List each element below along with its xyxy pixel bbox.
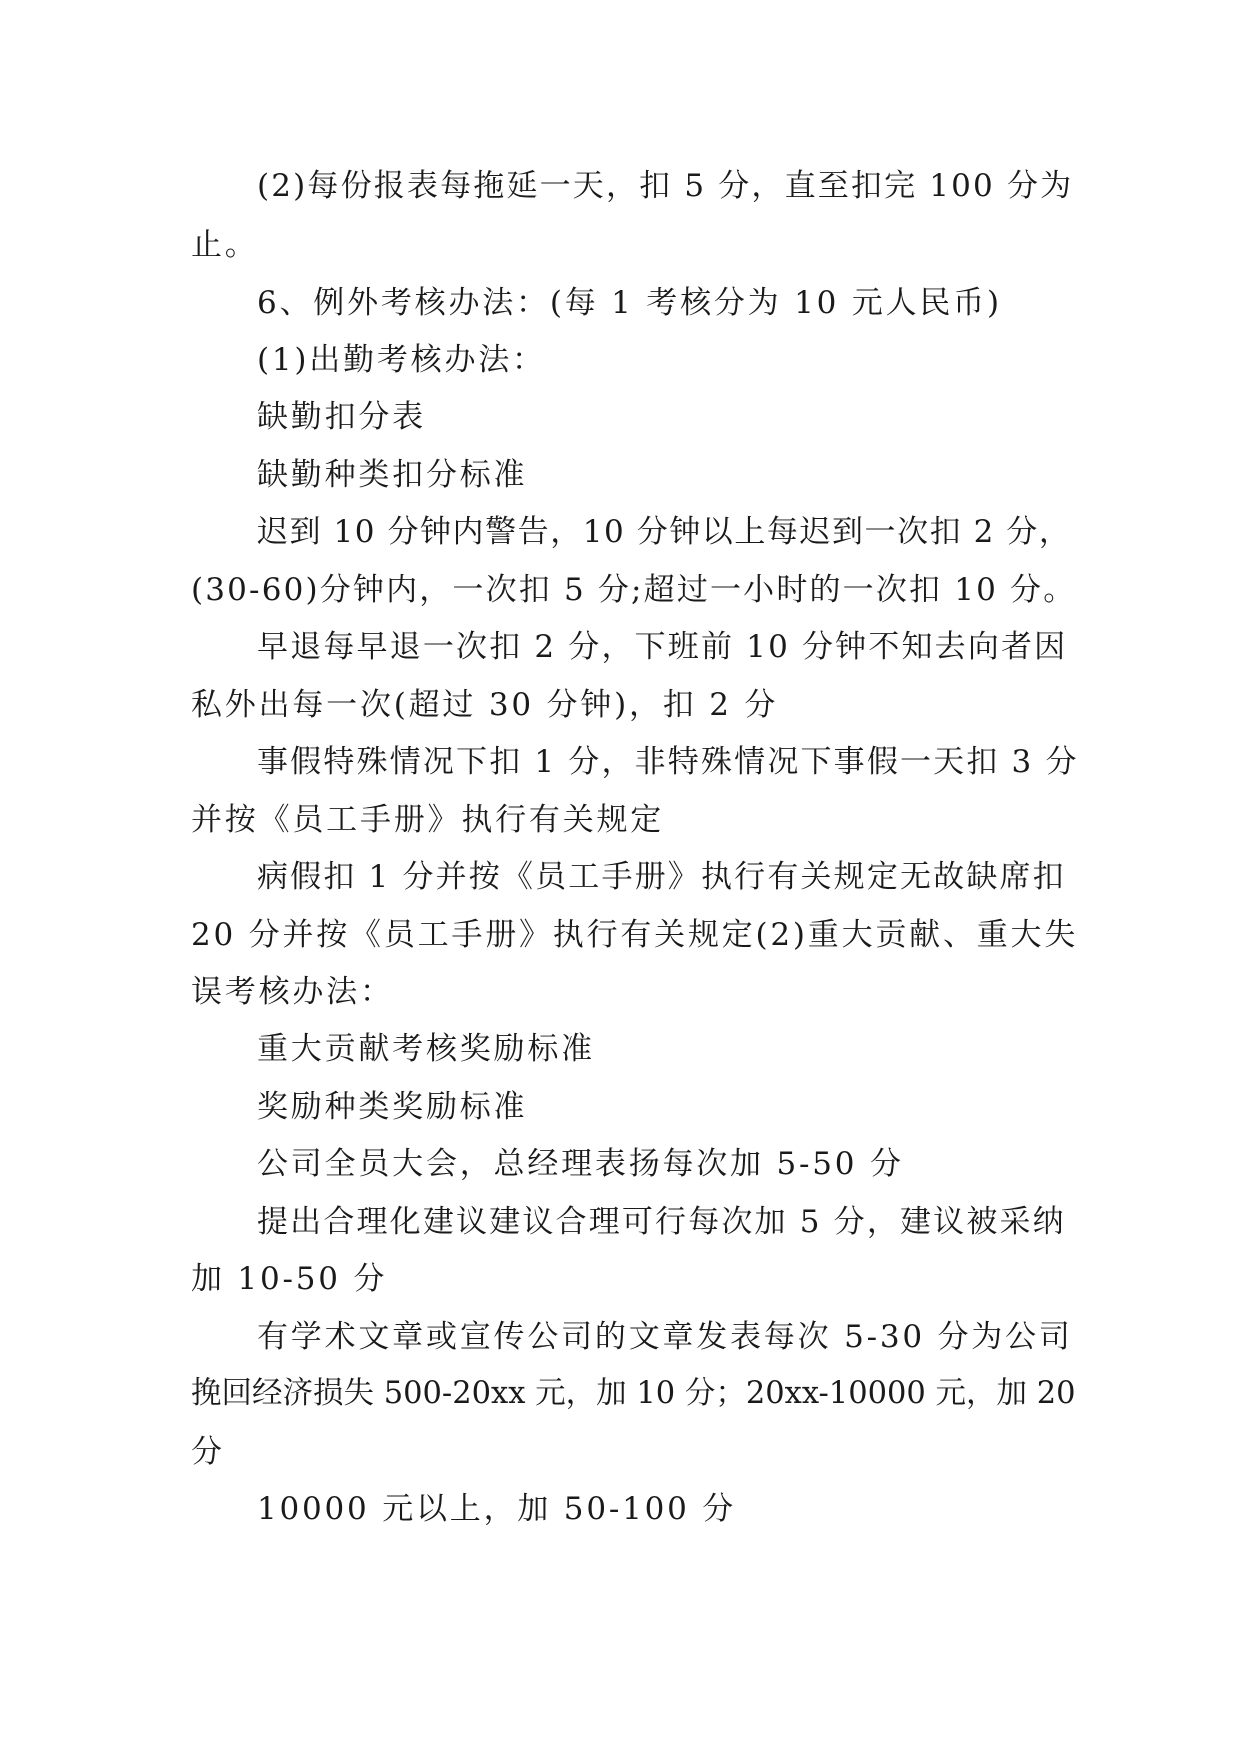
- text-line: 私外出每一次(超过 30 分钟)，扣 2 分: [191, 687, 779, 723]
- text-line: 公司全员大会，总经理表扬每次加 5-50 分: [257, 1146, 904, 1182]
- text-line: 加 10-50 分: [191, 1261, 388, 1297]
- text-line: 挽回经济损失 500-20xx 元，加 10 分；20xx-10000 元，加 20: [191, 1376, 1076, 1411]
- text-line: 早退每早退一次扣 2 分，下班前 10 分钟不知去向者因: [257, 629, 1068, 665]
- text-line: 分: [191, 1434, 225, 1470]
- text-line: 缺勤扣分表: [257, 399, 426, 435]
- text-line: 奖励种类奖励标准: [257, 1089, 528, 1125]
- text-line: 事假特殊情况下扣 1 分，非特殊情况下事假一天扣 3 分: [257, 744, 1079, 780]
- text-line: (1)出勤考核办法：: [257, 342, 546, 378]
- text-line: 提出合理化建议建议合理可行每次加 5 分，建议被采纳: [257, 1204, 1066, 1240]
- text-line: 缺勤种类扣分标准: [257, 457, 528, 493]
- text-line: 误考核办法：: [191, 974, 394, 1010]
- text-line: 20 分并按《员工手册》执行有关规定(2)重大贡献、重大失: [191, 917, 1079, 953]
- text-line: (30-60)分钟内，一次扣 5 分;超过一小时的一次扣 10 分。: [191, 572, 1077, 608]
- text-line: 迟到 10 分钟内警告，10 分钟以上每迟到一次扣 2 分，: [257, 514, 1072, 550]
- text-line: 止。: [191, 227, 259, 263]
- text-line: 病假扣 1 分并按《员工手册》执行有关规定无故缺席扣: [257, 859, 1066, 895]
- text-line: 10000 元以上，加 50-100 分: [257, 1491, 737, 1527]
- text-line: 6、例外考核办法：(每 1 考核分为 10 元人民币): [257, 285, 1002, 321]
- text-line: 有学术文章或宣传公司的文章发表每次 5-30 分为公司: [257, 1319, 1073, 1355]
- text-line: (2)每份报表每拖延一天，扣 5 分，直至扣完 100 分为: [257, 168, 1074, 204]
- text-line: 并按《员工手册》执行有关规定: [191, 802, 665, 838]
- text-line: 重大贡献考核奖励标准: [257, 1031, 595, 1067]
